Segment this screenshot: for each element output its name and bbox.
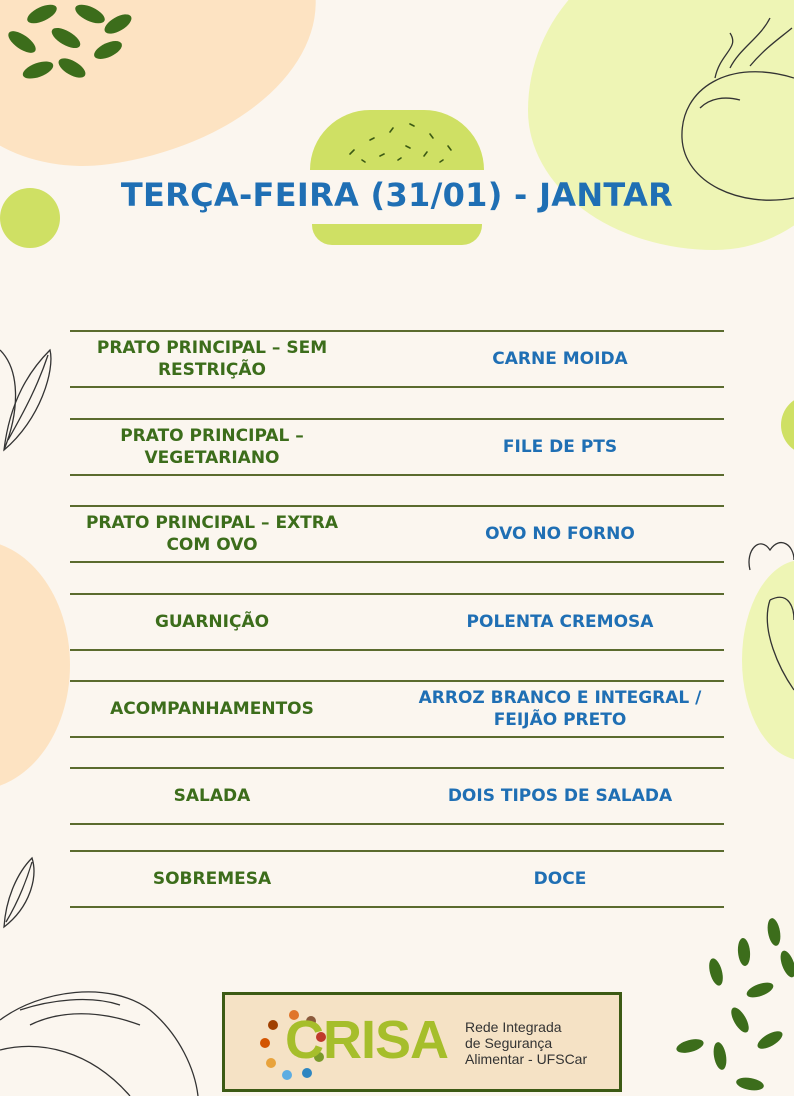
menu-value: OVO NO FORNO — [485, 524, 635, 544]
menu-label: PRATO PRINCIPAL – EXTRA COM OVO — [85, 513, 339, 555]
menu-value: DOCE — [533, 869, 587, 889]
menu-row — [70, 505, 724, 563]
taco-sketch-icon — [0, 980, 200, 1096]
menu-value: DOIS TIPOS DE SALADA — [447, 786, 673, 806]
menu-label: PRATO PRINCIPAL – SEM RESTRIÇÃO — [96, 338, 328, 380]
menu-row — [70, 850, 724, 908]
peach-blob-decoration-left — [0, 540, 70, 790]
page-title: TERÇA-FEIRA (31/01) - JANTAR — [120, 176, 674, 214]
menu-value: POLENTA CREMOSA — [466, 612, 654, 632]
menu-value: ARROZ BRANCO E INTEGRAL / FEIJÃO PRETO — [418, 688, 702, 730]
leaf-sketch-icon-small — [0, 852, 40, 932]
menu-label: GUARNIÇÃO — [154, 612, 270, 632]
menu-row — [70, 418, 724, 476]
logo-caption-line: de Segurança — [465, 1035, 553, 1051]
logo-wordmark: CRISA — [285, 1010, 449, 1070]
lime-dot-decoration-right — [781, 395, 794, 455]
menu-value: CARNE MOIDA — [492, 349, 628, 369]
burger-bun-bottom-icon — [312, 224, 482, 245]
radish-sketch-icon — [740, 530, 794, 700]
menu-row — [70, 767, 724, 825]
logo-caption-line: Rede Integrada — [465, 1019, 562, 1035]
crisa-logo — [222, 992, 622, 1092]
menu-value: FILE DE PTS — [502, 437, 618, 457]
menu-label: SOBREMESA — [152, 869, 272, 889]
menu-row — [70, 680, 724, 738]
sesame-seeds-icon — [310, 110, 484, 170]
logo-caption-line: Alimentar - UFSCar — [465, 1051, 588, 1067]
menu-label: ACOMPANHAMENTOS — [110, 699, 314, 719]
menu-label: PRATO PRINCIPAL – VEGETARIANO — [120, 426, 304, 468]
menu-row — [70, 593, 724, 651]
menu-row — [70, 330, 724, 388]
logo-caption — [465, 1019, 587, 1067]
leaves-icon — [0, 0, 140, 100]
leaf-sketch-icon — [0, 330, 56, 460]
leaves-icon-bottom — [670, 910, 794, 1096]
menu-label: SALADA — [173, 786, 251, 806]
